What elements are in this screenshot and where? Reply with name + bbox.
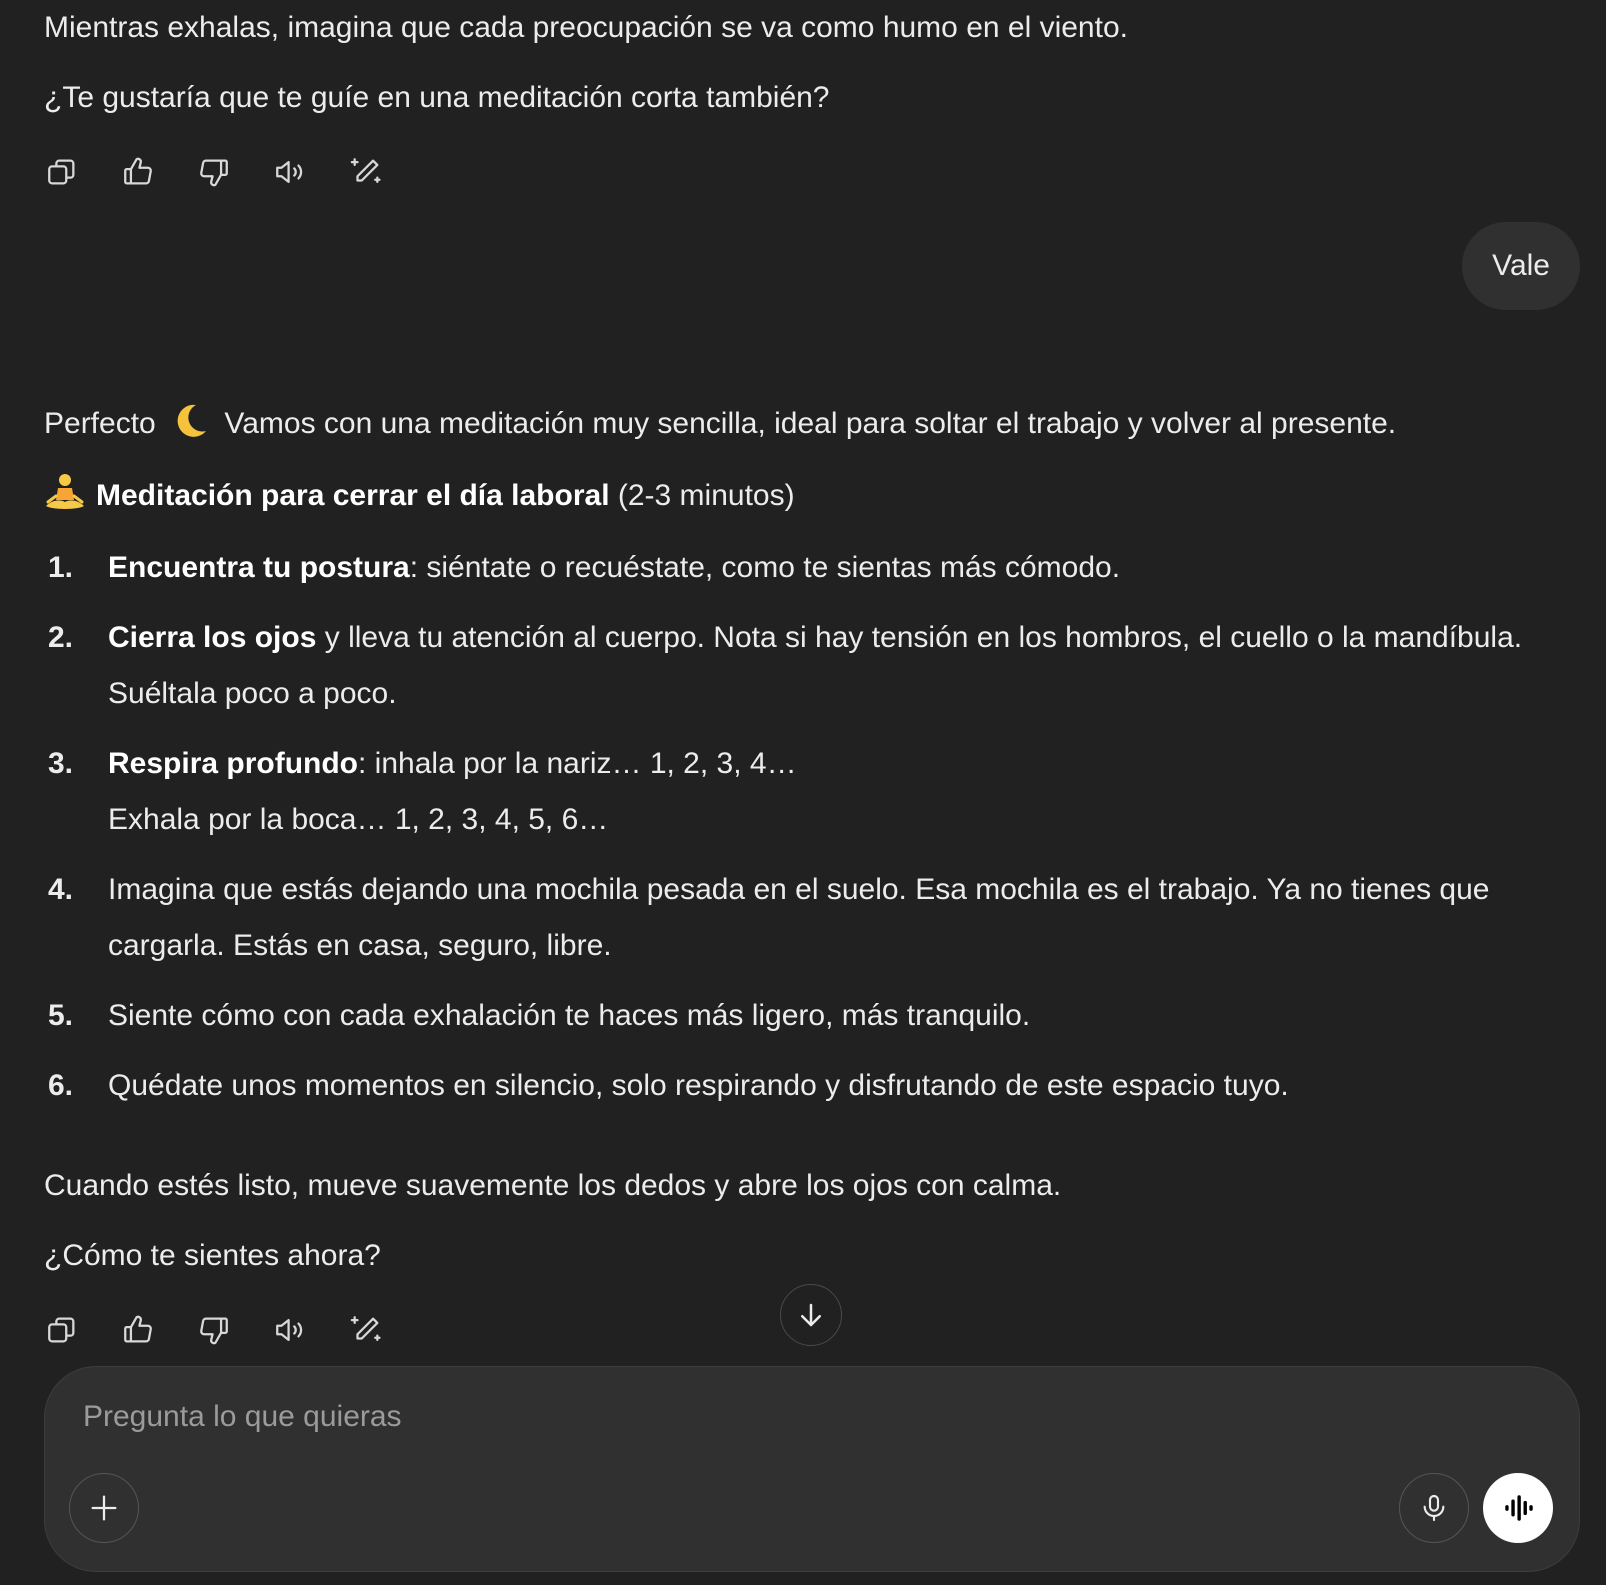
thumbs-down-button[interactable] <box>196 154 232 190</box>
edit-icon <box>349 155 383 189</box>
read-aloud-button[interactable] <box>272 154 308 190</box>
message-question: ¿Te gustaría que te guíe en una meditación corta también? <box>44 81 830 114</box>
prompt-input[interactable] <box>83 1389 1283 1445</box>
step-title: Respira profundo <box>108 747 359 780</box>
step-title: Encuentra tu postura <box>108 551 410 584</box>
heading-duration: (2-3 minutos) <box>617 479 795 512</box>
copy-icon <box>45 1313 79 1347</box>
arrow-down-icon <box>796 1300 826 1330</box>
meditation-heading <box>44 468 795 524</box>
closing-question: ¿Cómo te sientes ahora? <box>44 1239 381 1272</box>
intro-text-continued: Vamos con una meditación muy sencilla, ideal para soltar el trabajo y volver al presente. <box>224 407 1397 440</box>
user-message-text: Vale <box>1492 249 1550 282</box>
read-aloud-icon <box>273 1313 307 1347</box>
step-text: Imagina que estás dejando una mochila pesada en el suelo. Esa mochila es el trabajo. Ya no tienes que cargarla. Estás en casa, seguro, libre. <box>108 873 1490 962</box>
voice-waveform-icon <box>1501 1491 1535 1525</box>
read-aloud-icon <box>273 155 307 189</box>
read-aloud-button[interactable] <box>272 1312 308 1348</box>
copy-icon <box>45 155 79 189</box>
message-actions <box>44 152 384 192</box>
edit-icon <box>349 1313 383 1347</box>
closing-text: Cuando estés listo, mueve suavemente los dedos y abre los ojos con calma. <box>44 1169 1062 1202</box>
person-meditating-icon <box>44 472 86 512</box>
intro-text: Perfecto <box>44 407 156 440</box>
step-text: Quédate unos momentos en silencio, solo respirando y disfrutando de este espacio tuyo. <box>108 1069 1289 1102</box>
plus-icon <box>87 1491 121 1525</box>
list-item <box>44 610 1574 722</box>
meditation-steps <box>44 540 1574 1128</box>
thumbs-up-icon <box>121 155 155 189</box>
step-text: y lleva tu atención al cuerpo. Nota si hay tensión en los hombros, el cuello o la mandíbula. Suéltala poco a poco. <box>108 621 1523 710</box>
step-number: 6. <box>48 1069 74 1102</box>
step-number: 3. <box>48 747 74 780</box>
microphone-icon <box>1418 1492 1450 1524</box>
thumbs-down-button[interactable] <box>196 1312 232 1348</box>
step-title: Cierra los ojos <box>108 621 317 654</box>
add-attachment-button[interactable] <box>69 1473 139 1543</box>
step-text-second-line: Exhala por la boca… 1, 2, 3, 4, 5, 6… <box>108 803 609 836</box>
list-item <box>44 862 1574 974</box>
step-text: : siéntate o recuéstate, como te sientas más cómodo. <box>409 551 1121 584</box>
thumbs-up-button[interactable] <box>120 154 156 190</box>
list-item <box>44 736 1574 848</box>
step-text: : inhala por la nariz… 1, 2, 3, 4… <box>358 747 797 780</box>
copy-button[interactable] <box>44 154 80 190</box>
list-item <box>44 540 1574 596</box>
step-number: 5. <box>48 999 74 1032</box>
edit-button[interactable] <box>348 154 384 190</box>
step-number: 4. <box>48 873 74 906</box>
thumbs-up-icon <box>121 1313 155 1347</box>
crescent-moon-icon <box>170 401 210 441</box>
step-number: 2. <box>48 621 74 654</box>
thumbs-down-icon <box>197 1313 231 1347</box>
composer <box>44 1366 1580 1572</box>
assistant-intro <box>44 396 1396 452</box>
user-message-bubble <box>1462 222 1580 310</box>
edit-button[interactable] <box>348 1312 384 1348</box>
list-item <box>44 988 1574 1044</box>
scroll-to-bottom-button[interactable] <box>780 1284 842 1346</box>
step-text: Siente cómo con cada exhalación te haces más ligero, más tranquilo. <box>108 999 1031 1032</box>
message-text: Mientras exhalas, imagina que cada preocupación se va como humo en el viento. <box>44 11 1128 44</box>
thumbs-up-button[interactable] <box>120 1312 156 1348</box>
dictate-button[interactable] <box>1399 1473 1469 1543</box>
step-number: 1. <box>48 551 74 584</box>
message-actions <box>44 1310 384 1350</box>
heading-bold: Meditación para cerrar el día laboral <box>96 479 610 512</box>
voice-mode-button[interactable] <box>1483 1473 1553 1543</box>
thumbs-down-icon <box>197 155 231 189</box>
copy-button[interactable] <box>44 1312 80 1348</box>
list-item <box>44 1058 1574 1114</box>
